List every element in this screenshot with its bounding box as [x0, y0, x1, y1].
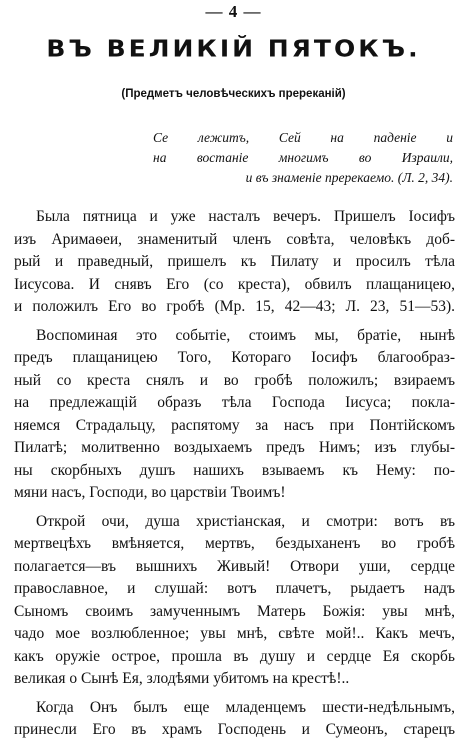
- paragraph: [14, 206, 455, 319]
- text-line: Воспоминая это событіе, стоимъ мы, братіе, нынѣ: [36, 326, 455, 344]
- paragraph: [14, 511, 455, 691]
- text-line: мяни насъ, Господи, во царствіи Твоимъ!: [14, 484, 286, 501]
- text-line: ны скорбныхъ душъ нашихъ взываемъ къ Нему: по-: [14, 461, 455, 479]
- text-line: чадо мое возлюбленное; увы мнѣ, свѣте мой!.. Какъ мечъ,: [14, 625, 455, 642]
- text-line: ный со креста снялъ и во гробѣ положилъ; взираемъ: [14, 371, 455, 389]
- text-line: полагается—въ вышнихъ Живый! Отвори уши, сердце: [14, 557, 455, 575]
- text-line: мертвецѣхъ вмѣняется, мертвъ, бездыханенъ во гробѣ: [14, 535, 455, 552]
- page-number: — 4 —: [205, 2, 262, 21]
- paragraph: [14, 325, 455, 505]
- paragraph: [14, 697, 455, 742]
- text-line: и положилъ Его во гробѣ (Мр. 15, 42—43; Л. 23, 51—53).: [14, 298, 455, 315]
- text-line: какъ оружіе острое, прошла въ душу и сердце Ея скорбь: [14, 647, 455, 665]
- text-line: изъ Аримаѳеи, знаменитый членъ совѣта, человѣкъ доб-: [14, 230, 455, 248]
- text-line: великая о Сынѣ Ея, злодѣями убитомъ на крестѣ!..: [14, 670, 350, 687]
- text-line: Іисусова. И снявъ Его (со креста), обвилъ плащаницею,: [14, 275, 455, 293]
- epigraph-line: Се лежитъ, Сей на паденіе и: [153, 130, 453, 145]
- page-subtitle: (Предметъ человѣческихъ пререканій): [121, 88, 346, 100]
- text-line: Пилатѣ; молитвенно воздыхаемъ предъ Нимъ; изъ глубы-: [14, 439, 455, 456]
- text-line: Была пятница и уже насталъ вечеръ. Пришелъ Іосифъ: [36, 208, 455, 225]
- epigraph: [153, 128, 453, 188]
- text-line: принесли Его въ храмъ Господень и Сумеонъ, старецъ: [14, 721, 455, 738]
- epigraph-line: на востаніе многимъ во Израили,: [153, 150, 453, 165]
- text-line: рый и праведный, пришелъ къ Пилату и просилъ тѣла: [14, 253, 455, 270]
- page-title: ВЪ ВЕЛИКІЙ ПЯТОКЪ.: [46, 35, 421, 62]
- epigraph-line: и въ знаменіе пререкаемо. (Л. 2, 34).: [245, 170, 453, 185]
- text-line: православное, и слушай: вотъ плачетъ, рыдаетъ надъ: [14, 580, 455, 597]
- text-line: няемся Страдальцу, распятому за насъ при Понтійскомъ: [14, 416, 455, 434]
- text-line: на предлежащій образъ тѣла Господа Іисуса; покла-: [14, 394, 455, 411]
- text-line: Сыномъ своимъ замученнымъ Матерь Божія: увы мнѣ,: [14, 602, 455, 620]
- text-line: Открой очи, душа христіанская, и смотри: вотъ въ: [36, 512, 455, 530]
- body-text: [14, 206, 455, 748]
- text-line: Когда Онъ былъ еще младенцемъ шести-недѣльнымъ,: [36, 698, 455, 716]
- text-line: предъ плащаницею Того, Котораго Іосифъ благообраз-: [14, 349, 455, 366]
